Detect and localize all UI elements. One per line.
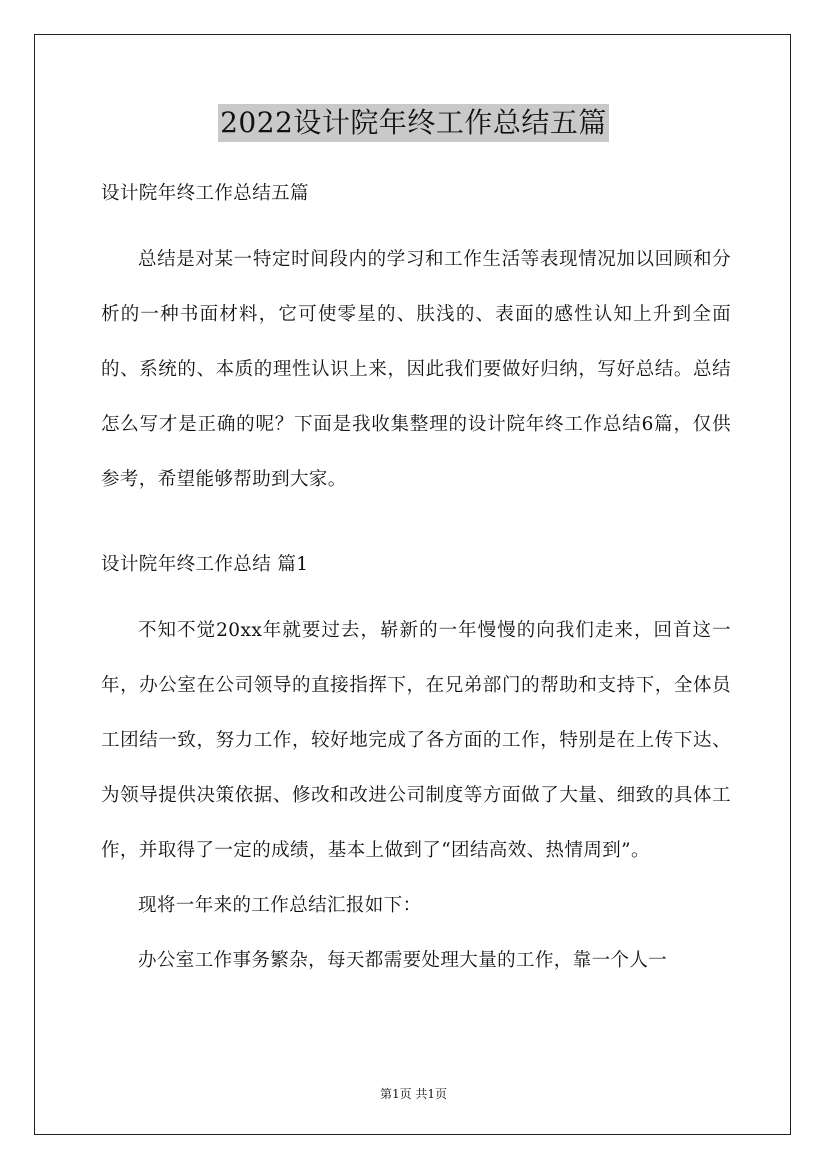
section-heading: 设计院年终工作总结 篇1 [101, 554, 309, 575]
document-title: 2022设计院年终工作总结五篇 [218, 104, 609, 142]
body-paragraph: 现将一年来的工作总结汇报如下： [138, 895, 422, 916]
section-gap [101, 507, 731, 549]
intro-paragraph: 总结是对某一特定时间段内的学习和工作生活等表现情况加以回顾和分析的一种书面材料，它可使零星的、肤浅的、表面的感性认知上升到全面的、系统的、本质的理性认识上来，因此我们要做好归纳，写好总结。总结怎么写才是正确的呢？下面是我收集整理的设计院年终工作总结6篇，仅供参考，希望能够帮助到大家。 [101, 249, 731, 490]
title-container [0, 104, 827, 142]
page-footer: 第1页 共1页 [379, 1087, 448, 1101]
body-paragraph: 不知不觉20xx年就要过去，崭新的一年慢慢的向我们走来，回首这一年，办公室在公司领导的直接指挥下，在兄弟部门的帮助和支持下，全体员工团结一致，努力工作，较好地完成了各方面的工作，特别是在上传下达、为领导提供决策依据、修改和改进公司制度等方面做了大量、细致的具体工作，并取得了一定的成绩，基本上做到了“团结高效、热情周到”。 [101, 620, 731, 861]
document-body [101, 178, 731, 988]
body-paragraph: 办公室工作事务繁杂，每天都需要处理大量的工作，靠一个人一 [138, 950, 668, 971]
document-subtitle: 设计院年终工作总结五篇 [101, 183, 309, 204]
